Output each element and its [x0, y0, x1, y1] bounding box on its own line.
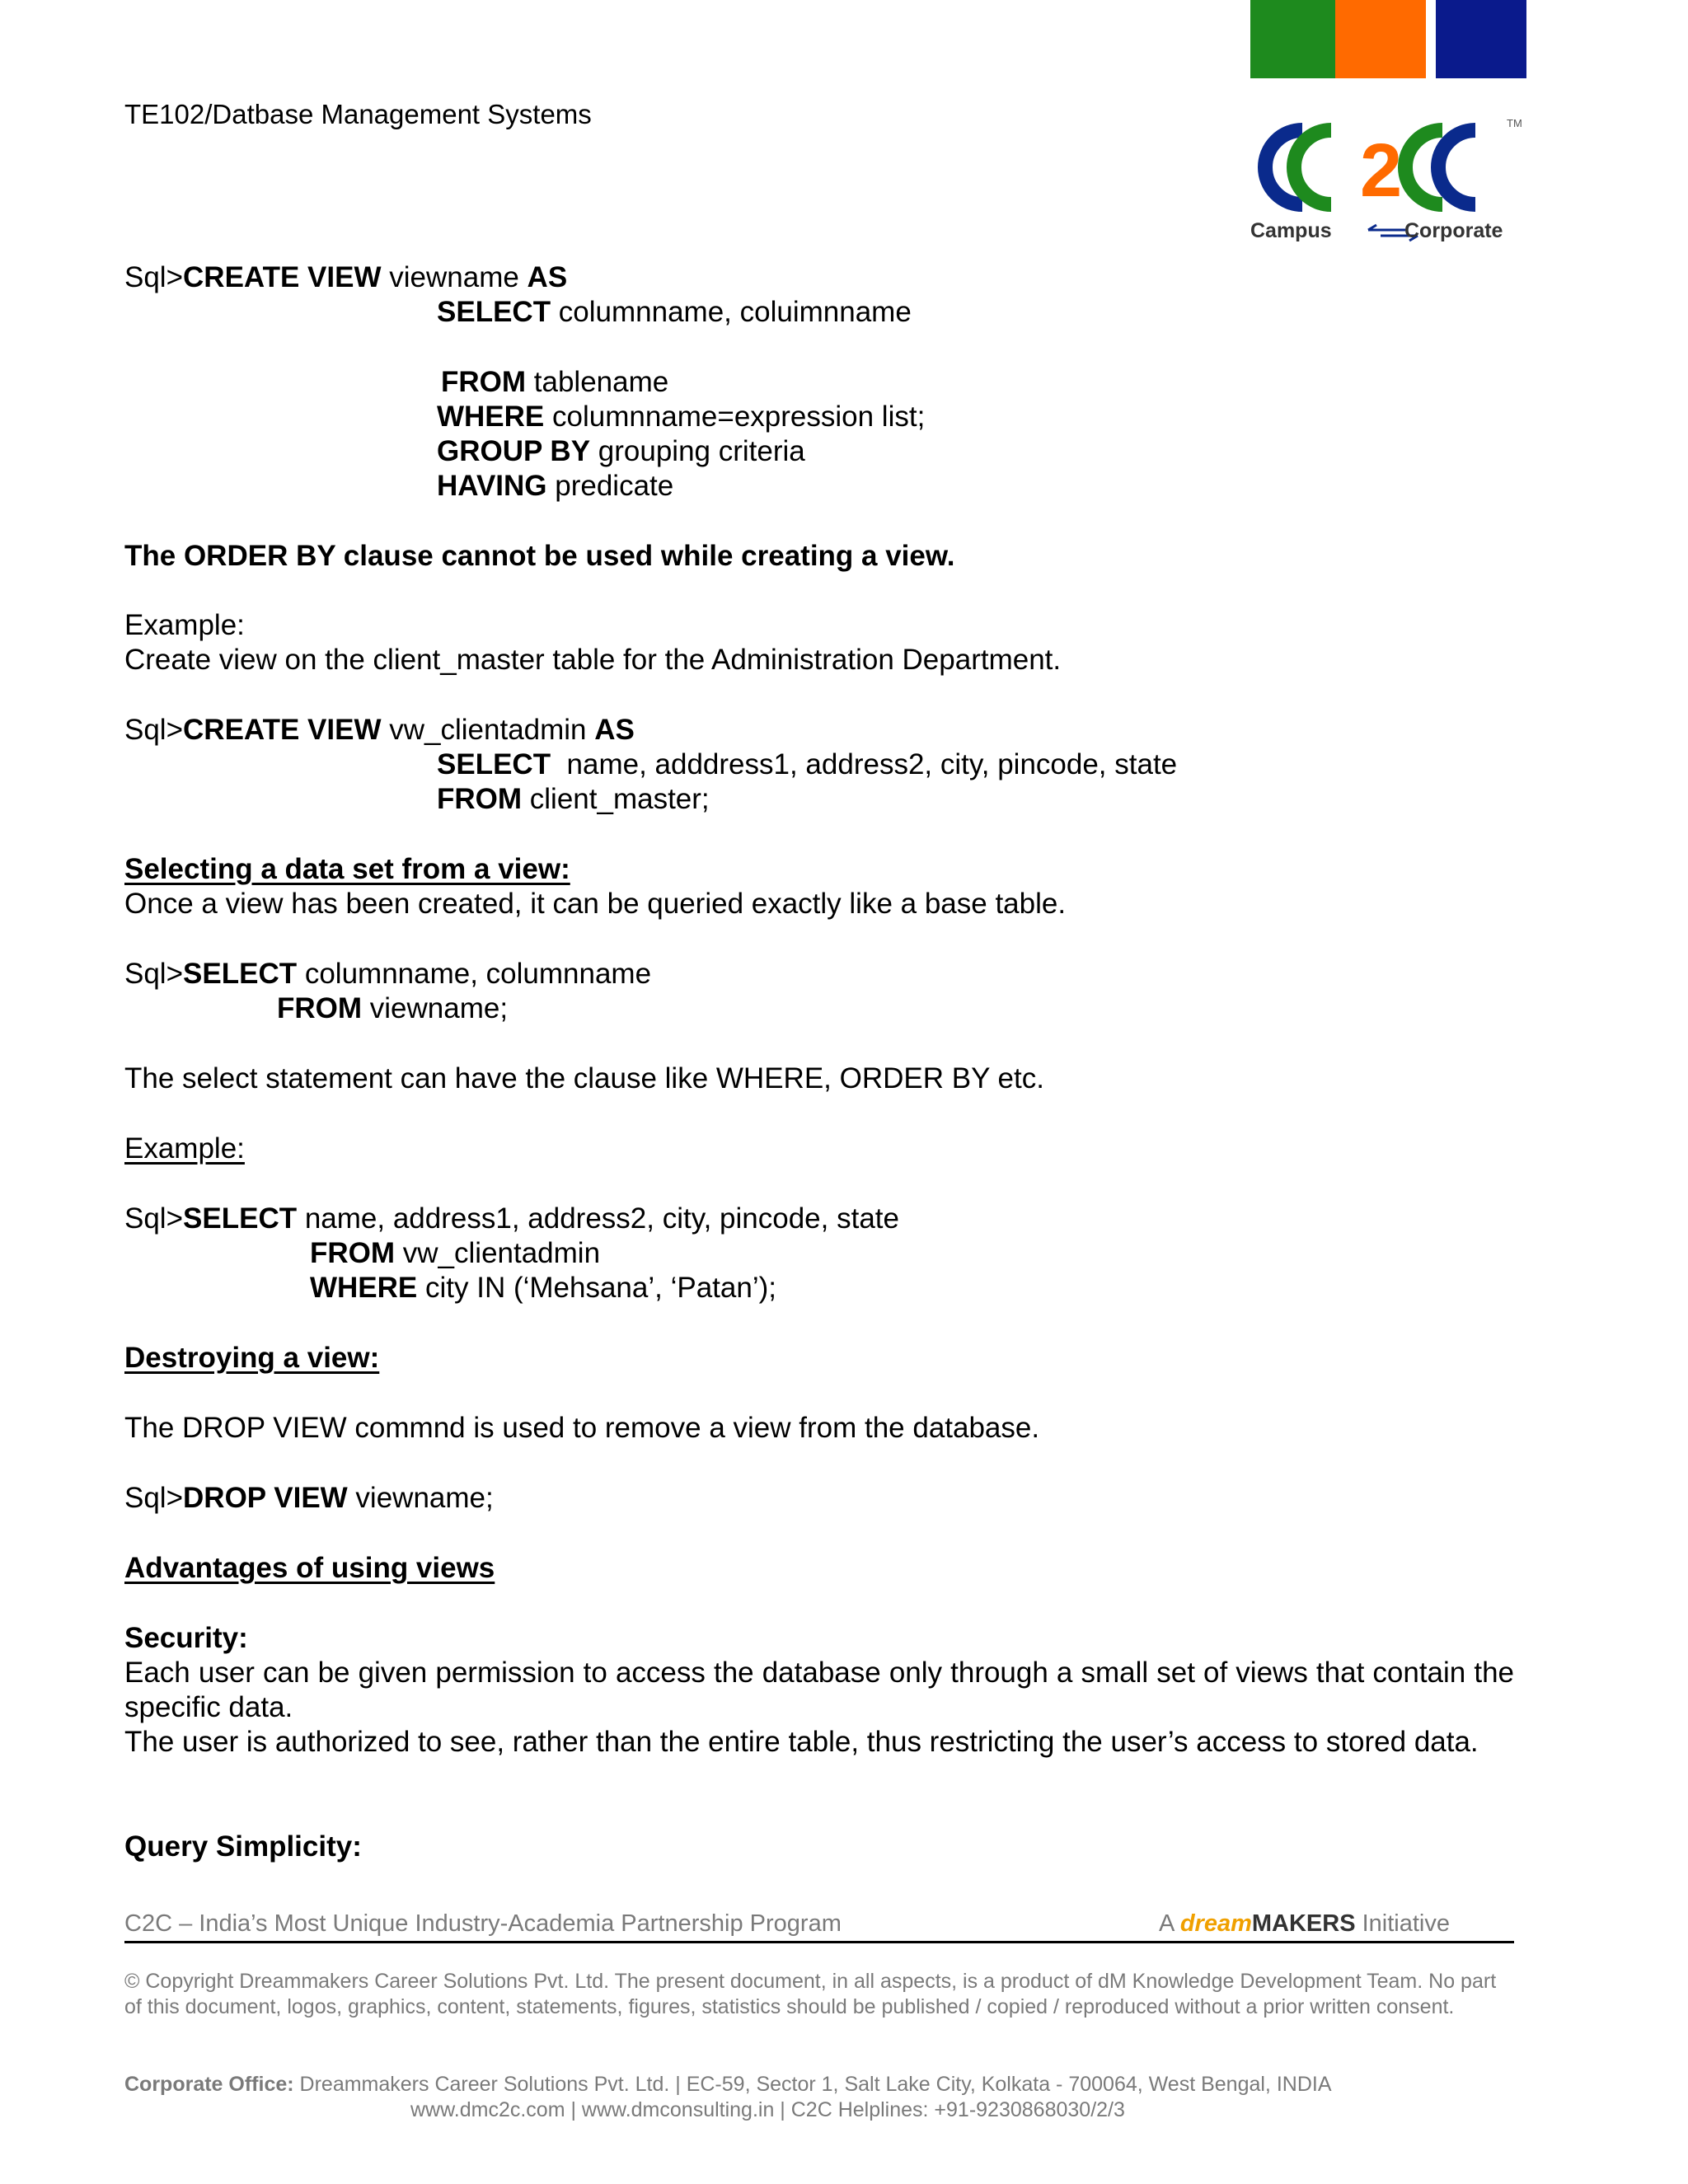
kw-as: AS	[594, 714, 635, 746]
viewname: viewname	[381, 261, 528, 293]
where-line	[437, 400, 925, 434]
group-by-line	[437, 434, 805, 469]
select-syntax-line	[124, 957, 651, 991]
query-simplicity-heading: Query Simplicity:	[124, 1830, 362, 1863]
security-heading: Security:	[124, 1622, 248, 1654]
example-create-line	[124, 713, 635, 748]
example2-label: Example:	[124, 1132, 245, 1165]
sql-prompt: Sql>	[124, 1482, 184, 1514]
kw-select: SELECT	[183, 1202, 298, 1235]
logo-tm: TM	[1507, 117, 1522, 129]
footer-copyright: © Copyright Dreammakers Career Solutions Pvt. Ltd. The present document, in all aspects, is a product of dM Knowledge Development Team. No part of this document, logos, graphics, content, statements, figures, statistics should be published / copied / reproduced without a prior written consent.	[124, 1970, 1497, 2018]
kw-create-view: CREATE VIEW	[183, 714, 382, 746]
logo-square-orange	[1335, 0, 1426, 78]
select-cols: columnname, coluimnname	[551, 296, 912, 328]
example-text: Create view on the client_master table for the Administration Department.	[124, 644, 1062, 676]
initiative-makers: MAKERS	[1251, 1910, 1356, 1937]
having-val: predicate	[546, 470, 674, 502]
create-view-line	[124, 260, 567, 295]
example2-from-line	[310, 1236, 600, 1271]
advantages-heading: Advantages of using views	[124, 1552, 495, 1584]
kw-as: AS	[527, 261, 568, 293]
kw-having: HAVING	[437, 470, 547, 502]
initiative-a: A	[1159, 1910, 1180, 1937]
kw-from: FROM	[437, 783, 523, 815]
kw-from: FROM	[310, 1237, 396, 1269]
sql-prompt: Sql>	[124, 261, 184, 293]
example2-select-line	[124, 1202, 899, 1236]
destroying-heading: Destroying a view:	[124, 1342, 380, 1374]
example-select-line	[437, 748, 1177, 782]
security-para-1: Each user can be given permission to access the database only through a small set of views that contain the specific data.	[124, 1657, 1514, 1723]
select-syntax-from-line	[277, 991, 508, 1026]
security-para-2: The user is authorized to see, rather than the entire table, thus restricting the user’s access to stored data.	[124, 1726, 1479, 1758]
kw-from: FROM	[441, 366, 527, 398]
where-val: city IN (‘Mehsana’, ‘Patan’);	[417, 1272, 776, 1304]
destroying-text: The DROP VIEW commnd is used to remove a view from the database.	[124, 1412, 1040, 1444]
select-cols: columnname, columnname	[297, 958, 652, 990]
having-line	[437, 469, 673, 504]
from-val: viewname;	[362, 992, 509, 1024]
office-text: Dreammakers Career Solutions Pvt. Ltd. | EC-59, Sector 1, Salt Lake City, Kolkata - 700064, West Bengal, INDIA	[293, 2073, 1332, 2096]
office-label: Corporate Office:	[124, 2073, 294, 2096]
selecting-heading: Selecting a data set from a view:	[124, 853, 570, 885]
from-val: client_master;	[522, 783, 710, 815]
footer-initiative	[1159, 1910, 1450, 1938]
initiative-rest: Initiative	[1355, 1910, 1450, 1937]
sql-prompt: Sql>	[124, 1202, 184, 1235]
kw-drop-view: DROP VIEW	[183, 1482, 348, 1514]
kw-select: SELECT	[437, 296, 551, 328]
kw-select: SELECT	[437, 748, 551, 780]
from-val: tablename	[526, 366, 669, 398]
example-label: Example:	[124, 609, 245, 641]
footer-rule	[124, 1941, 1514, 1943]
logo-caption-left: Campus	[1250, 219, 1332, 242]
kw-create-view: CREATE VIEW	[183, 261, 382, 293]
logo-caption-right: Corporate	[1404, 219, 1503, 242]
select-cols: name, address1, address2, city, pincode, state	[297, 1202, 899, 1235]
viewname: viewname;	[347, 1482, 494, 1514]
footer-program-line: C2C – India’s Most Unique Industry-Academia Partnership Program	[124, 1910, 842, 1937]
footer-office-line	[124, 2072, 1332, 2097]
kw-group-by: GROUP BY	[437, 435, 591, 467]
sql-prompt: Sql>	[124, 714, 184, 746]
from-line	[441, 365, 668, 400]
kw-where: WHERE	[310, 1272, 418, 1304]
viewname: vw_clientadmin	[381, 714, 595, 746]
order-by-note: The ORDER BY clause cannot be used while creating a view.	[124, 540, 955, 572]
where-val: columnname=expression list;	[544, 401, 926, 433]
select-cols: name, adddress1, address2, city, pincode, state	[551, 748, 1178, 780]
drop-view-line	[124, 1481, 494, 1516]
logo-2-glyph: 2	[1360, 129, 1403, 213]
group-val: grouping criteria	[590, 435, 805, 467]
select-line	[437, 295, 912, 330]
kw-select: SELECT	[183, 958, 298, 990]
logo-square-green	[1250, 0, 1341, 78]
select-clause-note: The select statement can have the clause like WHERE, ORDER BY etc.	[124, 1062, 1044, 1094]
initiative-dream: dream	[1179, 1910, 1252, 1937]
logo-square-blue	[1436, 0, 1526, 78]
kw-from: FROM	[277, 992, 363, 1024]
example2-where-line	[310, 1271, 776, 1305]
example-from-line	[437, 782, 710, 817]
footer-web-line: www.dmc2c.com | www.dmconsulting.in | C2C Helplines: +91-9230868030/2/3	[410, 2098, 1125, 2121]
kw-where: WHERE	[437, 401, 545, 433]
from-val: vw_clientadmin	[395, 1237, 601, 1269]
sql-prompt: Sql>	[124, 958, 184, 990]
course-title: TE102/Datbase Management Systems	[124, 99, 592, 129]
selecting-text: Once a view has been created, it can be queried exactly like a base table.	[124, 888, 1067, 920]
